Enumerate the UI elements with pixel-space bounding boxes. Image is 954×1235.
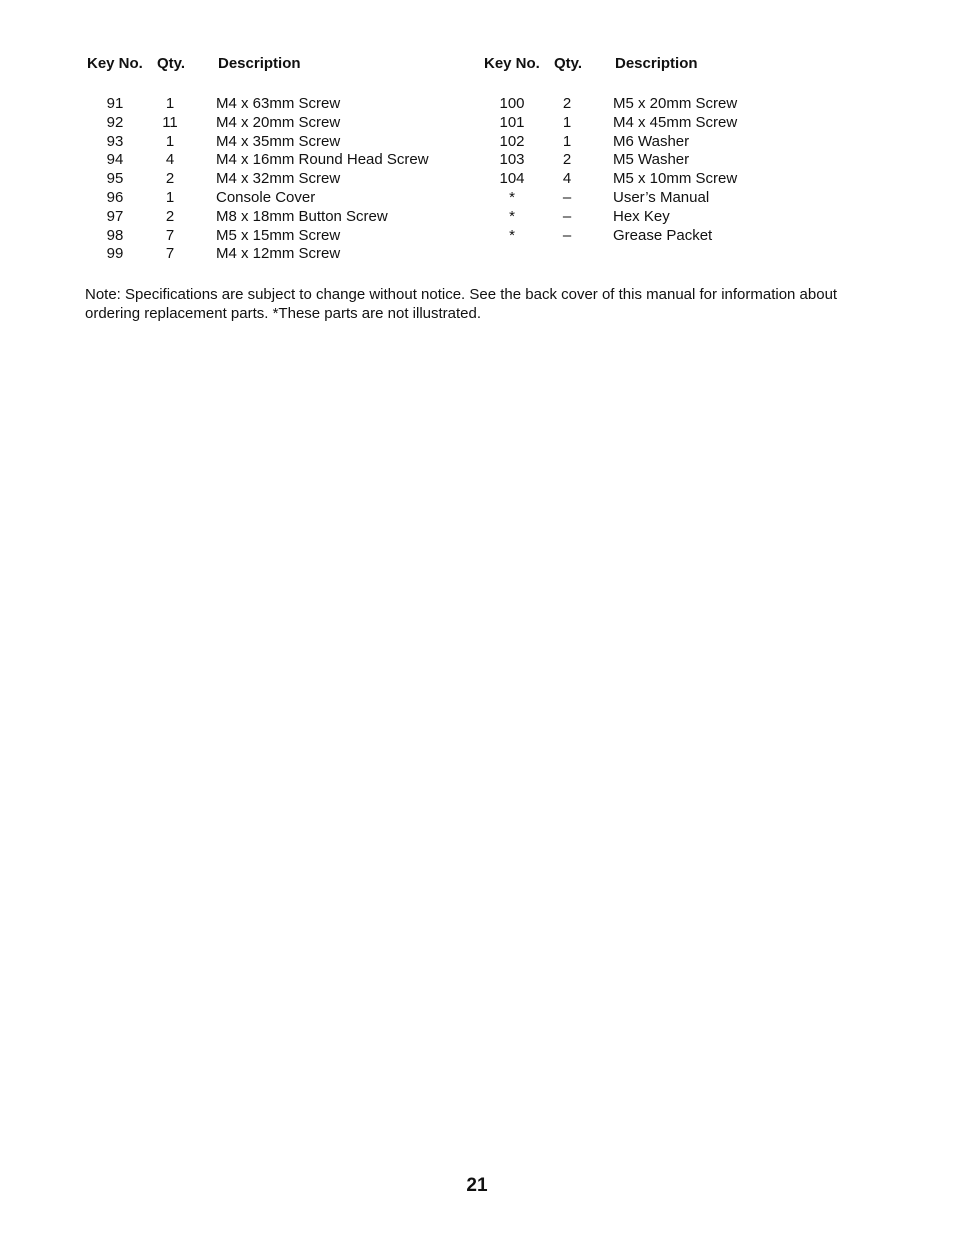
- description-cell: M4 x 16mm Round Head Screw: [216, 151, 429, 169]
- qty-cell: 2: [165, 170, 175, 188]
- table-row: [84, 208, 464, 227]
- description-cell: M5 x 15mm Screw: [216, 226, 341, 244]
- key-no-cell: 96: [106, 188, 124, 206]
- qty-cell: 1: [562, 132, 572, 150]
- header-key-no: Key No.: [87, 55, 143, 72]
- parts-rows: [481, 95, 861, 245]
- header-qty: Qty.: [554, 55, 583, 72]
- key-no-cell: 98: [106, 226, 124, 244]
- table-row: [84, 245, 464, 264]
- qty-cell: 7: [165, 245, 175, 263]
- table-row: [481, 227, 861, 246]
- table-row: [84, 95, 464, 114]
- table-row: [84, 133, 464, 152]
- description-cell: M4 x 35mm Screw: [216, 132, 341, 150]
- qty-cell: 1: [165, 188, 175, 206]
- key-no-cell: 97: [106, 207, 124, 225]
- qty-cell: –: [562, 207, 572, 225]
- table-row: [84, 170, 464, 189]
- description-cell: M4 x 20mm Screw: [216, 113, 341, 131]
- header-description: Description: [615, 55, 698, 72]
- key-no-cell: 95: [106, 170, 124, 188]
- key-no-cell: 100: [499, 95, 525, 112]
- key-no-cell: 104: [499, 170, 525, 188]
- header-description: Description: [218, 55, 301, 72]
- description-cell: Grease Packet: [613, 226, 713, 244]
- description-cell: Console Cover: [216, 188, 316, 206]
- qty-cell: 4: [165, 151, 175, 169]
- qty-cell: 7: [165, 226, 175, 244]
- table-row: [481, 114, 861, 133]
- qty-cell: 2: [562, 151, 572, 169]
- qty-cell: –: [562, 226, 572, 244]
- qty-cell: 1: [165, 132, 175, 150]
- table-row: [84, 151, 464, 170]
- description-cell: Hex Key: [613, 207, 670, 225]
- key-no-cell: *: [509, 226, 515, 244]
- description-cell: M5 x 20mm Screw: [613, 95, 738, 112]
- key-no-cell: 91: [106, 95, 124, 112]
- table-row: [481, 151, 861, 170]
- key-no-cell: 101: [499, 113, 525, 131]
- header-key-no: Key No.: [484, 55, 540, 72]
- key-no-cell: *: [509, 207, 515, 225]
- qty-cell: 2: [562, 95, 572, 112]
- qty-cell: –: [562, 188, 572, 206]
- table-row: [481, 170, 861, 189]
- description-cell: M4 x 63mm Screw: [216, 95, 341, 112]
- key-no-cell: 94: [106, 151, 124, 169]
- qty-cell: 1: [562, 113, 572, 131]
- key-no-cell: 93: [106, 132, 124, 150]
- description-cell: M4 x 32mm Screw: [216, 170, 341, 188]
- key-no-cell: 103: [499, 151, 525, 169]
- key-no-cell: 102: [499, 132, 525, 150]
- header-qty: Qty.: [157, 55, 186, 72]
- description-cell: M4 x 45mm Screw: [613, 113, 738, 131]
- parts-rows: [84, 95, 464, 264]
- table-row: [84, 189, 464, 208]
- description-cell: M8 x 18mm Button Screw: [216, 207, 388, 225]
- qty-cell: 4: [562, 170, 572, 188]
- description-cell: User’s Manual: [613, 188, 710, 206]
- key-no-cell: 99: [106, 245, 124, 263]
- qty-cell: 2: [165, 207, 175, 225]
- description-cell: M4 x 12mm Screw: [216, 245, 341, 263]
- description-cell: M5 Washer: [613, 151, 690, 169]
- key-no-cell: *: [509, 188, 515, 206]
- table-row: [481, 95, 861, 114]
- description-cell: M6 Washer: [613, 132, 690, 150]
- table-row: [481, 133, 861, 152]
- qty-cell: 1: [165, 95, 175, 112]
- table-header: [84, 55, 464, 73]
- qty-cell: 11: [162, 113, 178, 131]
- table-header: [481, 55, 861, 73]
- table-row: [481, 189, 861, 208]
- table-row: [84, 227, 464, 246]
- description-cell: M5 x 10mm Screw: [613, 170, 738, 188]
- key-no-cell: 92: [106, 113, 124, 131]
- table-row: [84, 114, 464, 133]
- table-row: [481, 208, 861, 227]
- page-number: 21: [466, 1175, 488, 1196]
- specifications-note: Note: Specifications are subject to change without notice. See the back cover of this manual for information about ordering replacement parts. *These parts are not illustrated.: [85, 286, 838, 322]
